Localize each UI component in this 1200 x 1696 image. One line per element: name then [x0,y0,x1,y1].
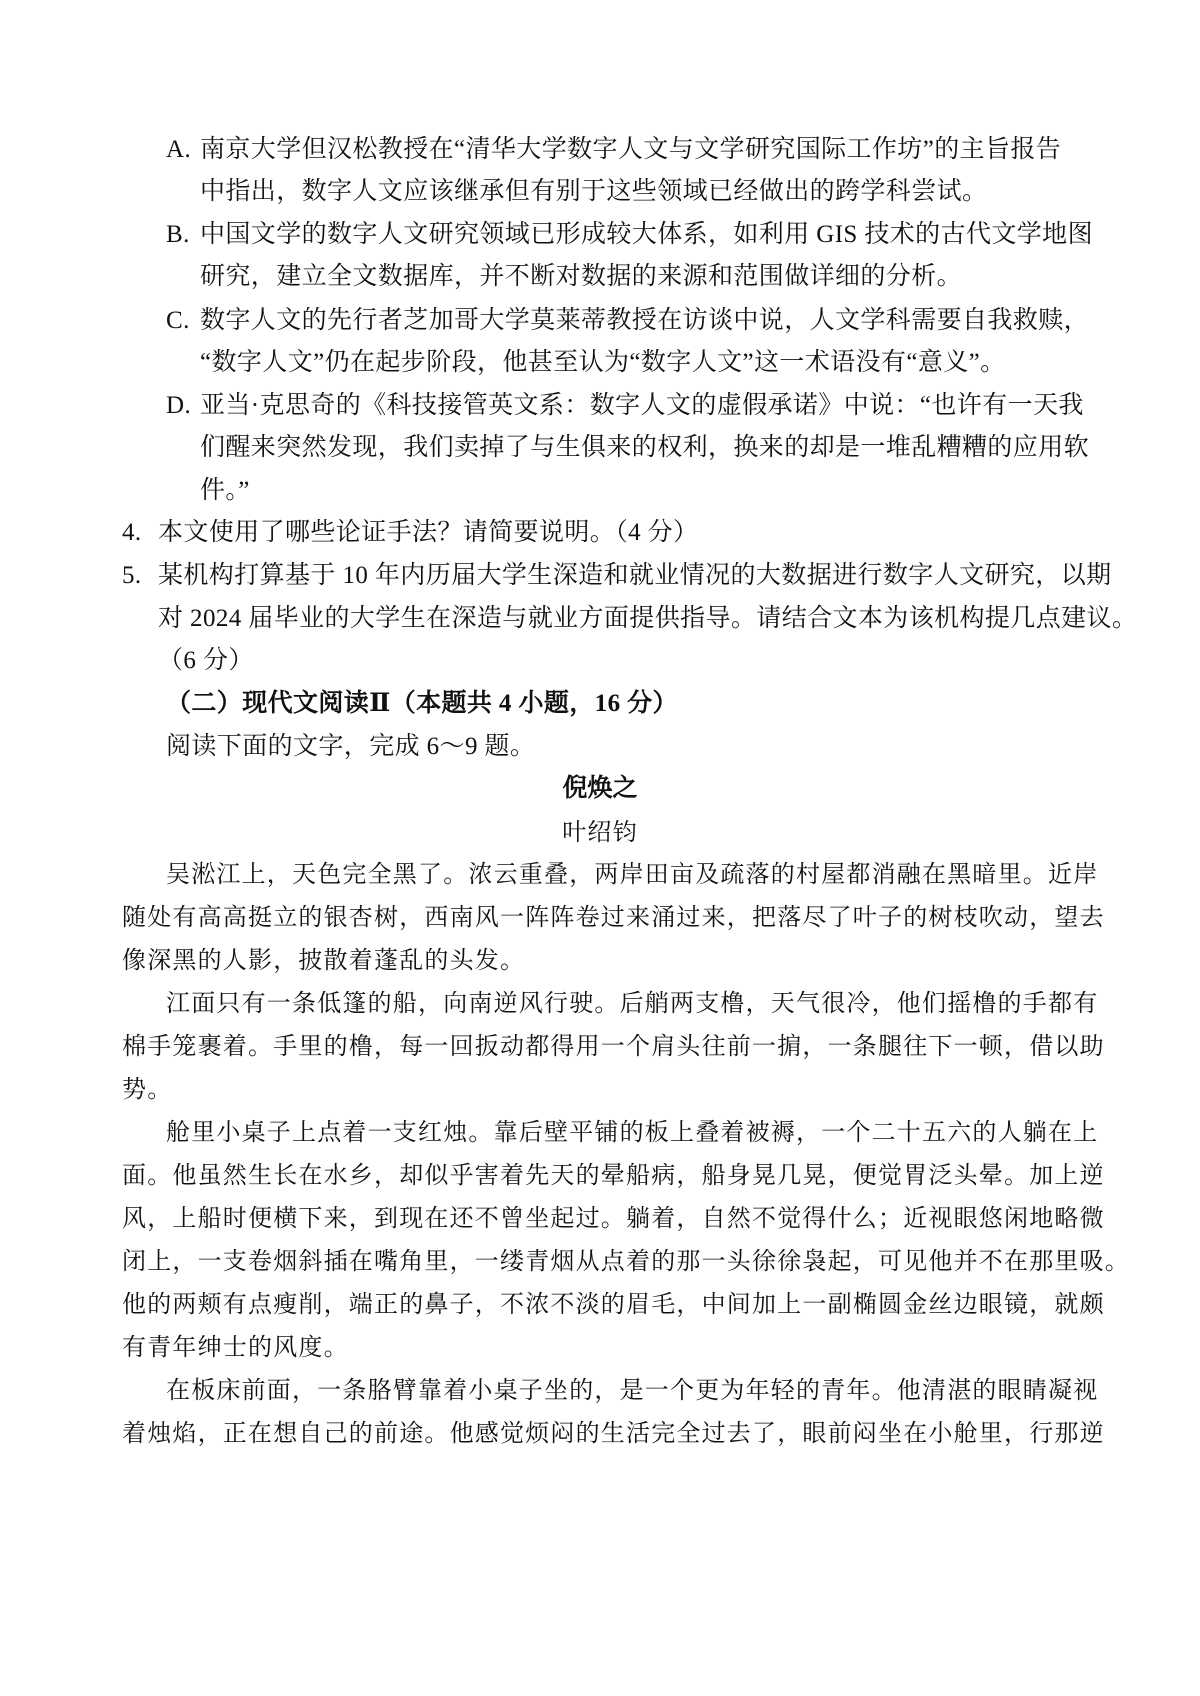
question-text-line: 本文使用了哪些论证手法？请简要说明。（4 分） [158,519,699,546]
paragraph-3-line: 有青年绅士的风度。 [122,1333,349,1361]
paragraph-2-line: 江面只有一条低篷的船，向南逆风行驶。后艄两支橹，天气很冷，他们摇橹的手都有 [166,989,1099,1017]
paragraph-3-line: 舱里小桌子上点着一支红烛。靠后壁平铺的板上叠着被褥，一个二十五六的人躺在上 [166,1118,1099,1146]
question-5-line-3: （6 分） [158,647,254,674]
option-c-line-2: “数字人文”仍在起步阶段，他甚至认为“数字人文”这一术语没有“意义”。 [200,349,1006,376]
question-4 [122,517,698,549]
paragraph-2-line: 势。 [122,1075,173,1103]
option-key: D. [166,392,192,419]
paragraph-3-line: 他的两颊有点瘦削，端正的鼻子，不浓不淡的眉毛，中间加上一副椭圆金丝边眼镜，就颇 [122,1290,1105,1318]
option-d-line-3: 件。” [200,477,250,504]
story-author: 叶绍钧 [562,818,638,846]
question-number: 5. [122,562,142,589]
option-text-line: 亚当·克思奇的《科技接管英文系：数字人文的虚假承诺》中说：“也许有一天我 [200,392,1084,419]
paragraph-1-line: 像深黑的人影，披散着蓬乱的头发。 [122,946,526,974]
option-d-line-2: 们醒来突然发现，我们卖掉了与生俱来的权利，换来的却是一堆乱糟糟的应用软 [200,434,1090,461]
option-a-line-2: 中指出，数字人文应该继承但有别于这些领域已经做出的跨学科尝试。 [200,178,988,205]
question-5-line-2: 对 2024 届毕业的大学生在深造与就业方面提供指导。请结合文本为该机构提几点建议。 [158,605,1138,632]
section-heading: （二）现代文阅读Ⅱ（本题共 4 小题，16 分） [166,690,678,717]
paragraph-3-line: 风，上船时便横下来，到现在还不曾坐起过。躺着，自然不觉得什么；近视眼悠闲地略微 [122,1204,1105,1232]
option-a [166,134,1061,166]
option-text-line: 中国文学的数字人文研究领域已形成较大体系，如利用 GIS 技术的古代文学地图 [200,221,1093,248]
option-text-line: 南京大学但汉松教授在“清华大学数字人文与文学研究国际工作坊”的主旨报告 [200,136,1062,163]
option-key: A. [166,136,192,163]
option-key: C. [166,307,190,334]
option-text-line: 数字人文的先行者芝加哥大学莫莱蒂教授在访谈中说，人文学科需要自我救赎， [200,307,1090,334]
story-title: 倪焕之 [562,775,638,802]
paragraph-1-line: 吴淞江上，天色完全黑了。浓云重叠，两岸田亩及疏落的村屋都消融在黑暗里。近岸 [166,860,1099,888]
paragraph-4-line: 在板床前面，一条胳臂靠着小桌子坐的，是一个更为年轻的青年。他清湛的眼睛凝视 [166,1376,1099,1404]
reading-instruction: 阅读下面的文字，完成 6～9 题。 [166,733,536,760]
paragraph-3-line: 面。他虽然生长在水乡，却似乎害着先天的晕船病，船身晃几晃，便觉胃泛头晕。加上逆 [122,1161,1105,1189]
question-number: 4. [122,519,142,546]
paragraph-1-line: 随处有高高挺立的银杏树，西南风一阵阵卷过来涌过来，把落尽了叶子的树枝吹动，望去 [122,903,1105,931]
question-text-line: 某机构打算基于 10 年内历届大学生深造和就业情况的大数据进行数字人文研究，以期 [158,562,1112,589]
option-b [166,219,1093,251]
option-key: B. [166,221,190,248]
option-b-line-2: 研究，建立全文数据库，并不断对数据的来源和范围做详细的分析。 [200,263,963,290]
paragraph-3-line: 闭上，一支卷烟斜插在嘴角里，一缕青烟从点着的那一头徐徐袅起，可见他并不在那里吸。 [122,1247,1130,1275]
paragraph-4-line: 着烛焰，正在想自己的前途。他感觉烦闷的生活完全过去了，眼前闷坐在小舱里，行那逆 [122,1419,1105,1447]
paragraph-2-line: 棉手笼裹着。手里的橹，每一回扳动都得用一个肩头往前一掮，一条腿往下一顿，借以助 [122,1032,1105,1060]
option-c [166,305,1089,337]
question-5 [122,560,1112,592]
option-d [166,390,1084,422]
